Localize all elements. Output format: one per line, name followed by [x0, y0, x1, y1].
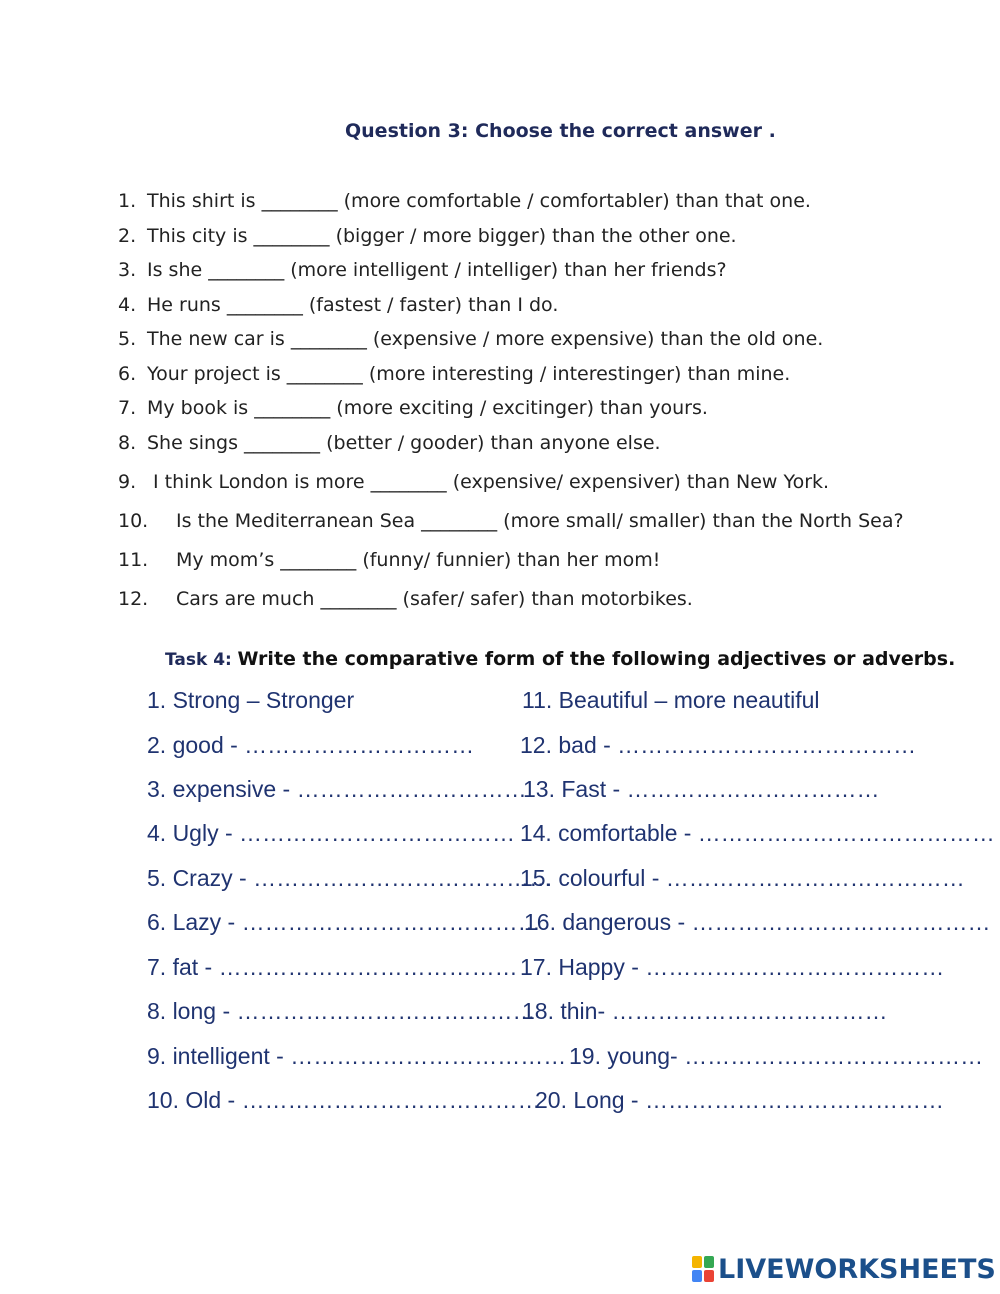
question-number: 5.	[118, 328, 137, 350]
task-item-right: 12. bad - …………………………………	[520, 732, 917, 758]
question-number: 11.	[118, 549, 149, 571]
task-item-left: 9. intelligent - ………………………………	[147, 1043, 567, 1069]
task-item-right: 19. young- …………………………………	[569, 1043, 984, 1069]
question-number: 7.	[118, 397, 137, 419]
question-number: 8.	[118, 432, 137, 454]
task-4-instruction: Write the comparative form of the following adjectives or adverbs.	[237, 648, 956, 670]
question-text: My mom’s ________ (funny/ funnier) than her mom!	[176, 549, 661, 571]
task-item-right: 20. Long - …………………………………	[535, 1087, 944, 1113]
task-4-title	[165, 648, 955, 670]
question-number: 6.	[118, 363, 137, 385]
question-text: This city is ________ (bigger / more bigger) than the other one.	[147, 225, 737, 247]
question-text: He runs ________ (fastest / faster) than I do.	[147, 294, 559, 316]
question-text: She sings ________ (better / gooder) than anyone else.	[147, 432, 661, 454]
question-text: Your project is ________ (more interesting / interestinger) than mine.	[147, 363, 791, 385]
question-3-title: Question 3: Choose the correct answer .	[345, 120, 776, 142]
task-item-right: 18. thin- ………………………………	[522, 998, 888, 1024]
task-item-right: 15. colourful - …………………………………	[520, 865, 965, 891]
task-4-label: Task 4:	[165, 650, 232, 670]
question-text: Is she ________ (more intelligent / intelliger) than her friends?	[147, 259, 727, 281]
task-item-right: 16. dangerous - …………………………………	[524, 909, 991, 935]
liveworksheets-logo	[692, 1254, 996, 1284]
logo-text: LIVEWORKSHEETS	[718, 1253, 996, 1285]
task-item-right: 14. comfortable - …………………………………	[520, 820, 995, 846]
liveworksheets-logo-icon	[692, 1256, 714, 1282]
task-item-right: 13. Fast - ……………………………	[523, 776, 880, 802]
question-text: My book is ________ (more exciting / excitinger) than yours.	[147, 397, 708, 419]
task-item-left: 4. Ugly - ………………………………	[147, 820, 516, 846]
task-item-left: 7. fat - …………………………………	[147, 954, 518, 980]
question-number: 1.	[118, 190, 137, 212]
question-text: The new car is ________ (expensive / more expensive) than the old one.	[147, 328, 824, 350]
question-number: 4.	[118, 294, 137, 316]
task-item-left: 3. expensive - …………………………	[147, 776, 527, 802]
task-item-left: 6. Lazy - …………………………………	[147, 909, 541, 935]
question-number: 2.	[118, 225, 137, 247]
question-text: Cars are much ________ (safer/ safer) than motorbikes.	[176, 588, 693, 610]
task-item-left: 10. Old - …………………………………	[147, 1087, 541, 1113]
task-item-right: 17. Happy - …………………………………	[520, 954, 945, 980]
question-text: Is the Mediterranean Sea ________ (more small/ smaller) than the North Sea?	[176, 510, 904, 532]
task-item-left: 5. Crazy - …………………………………	[147, 865, 553, 891]
question-text: I think London is more ________ (expensive/ expensiver) than New York.	[153, 471, 830, 493]
task-item-left: 2. good - …………………………	[147, 732, 475, 758]
task-item-left: 1. Strong – Stronger	[147, 687, 355, 713]
question-number: 12.	[118, 588, 149, 610]
question-number: 10.	[118, 510, 149, 532]
question-number: 9.	[118, 471, 137, 493]
task-item-right: 11. Beautiful – more neautiful	[522, 687, 820, 713]
question-number: 3.	[118, 259, 137, 281]
task-item-left: 8. long - …………………………………	[147, 998, 536, 1024]
question-text: This shirt is ________ (more comfortable / comfortabler) than that one.	[147, 190, 811, 212]
